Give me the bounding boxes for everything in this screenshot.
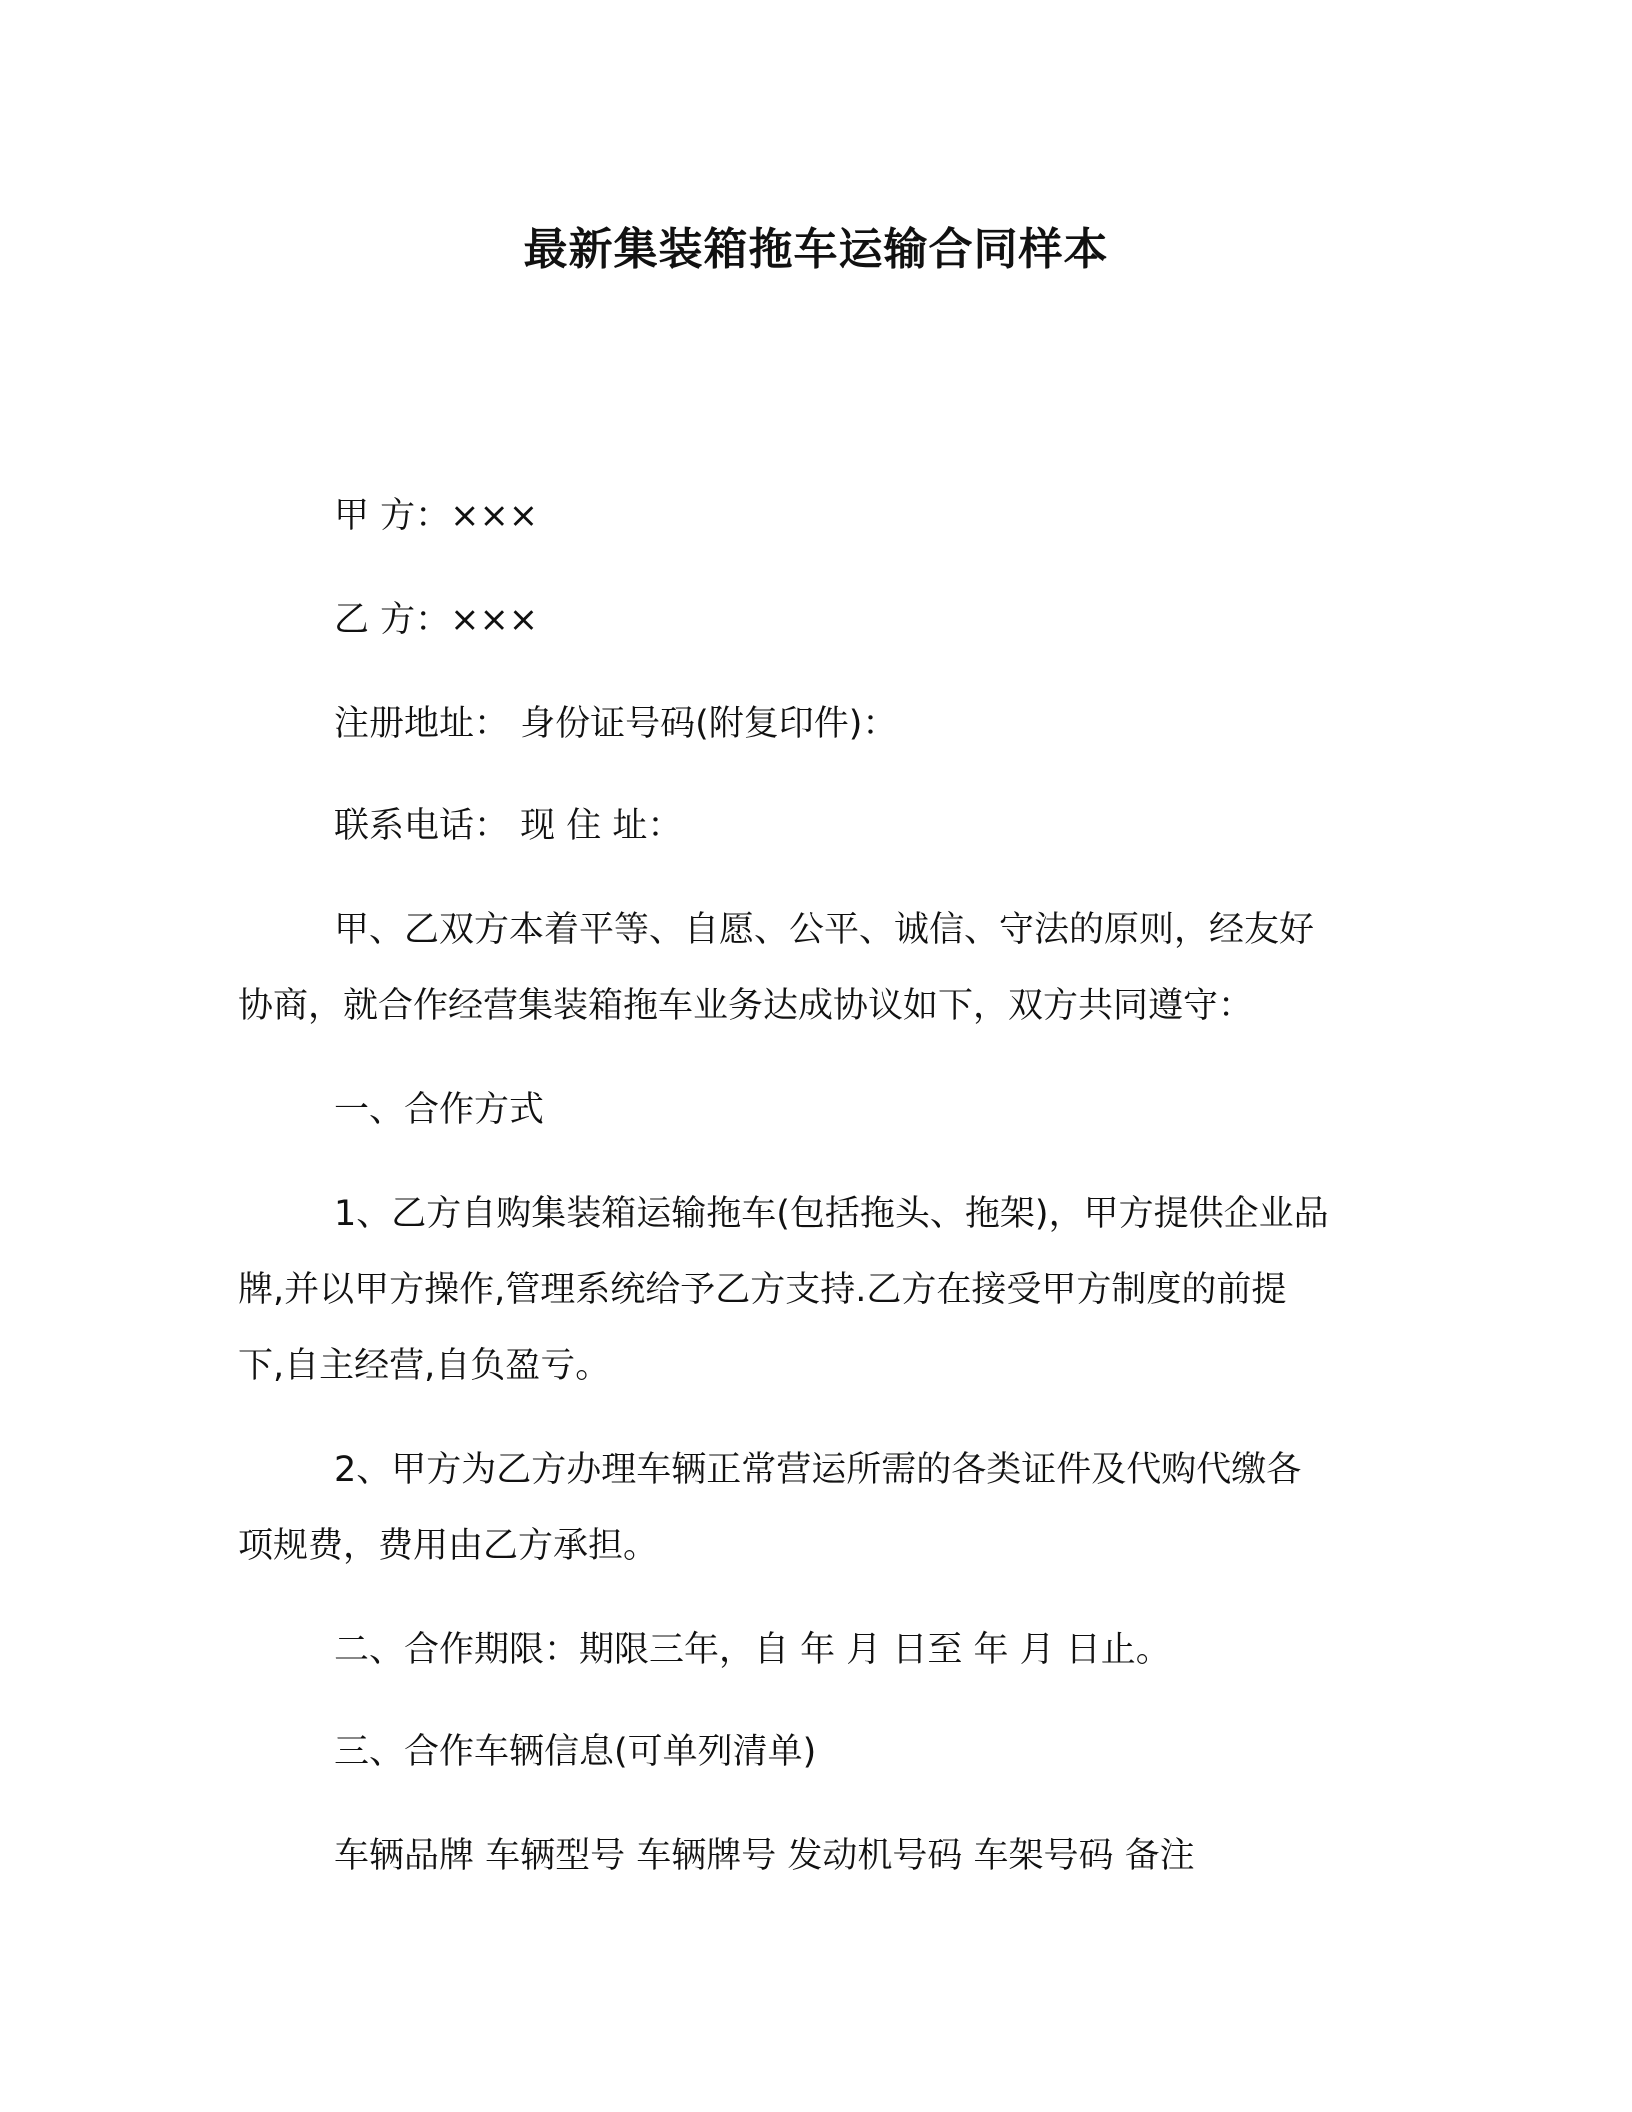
clause-2-line-2: 项规费，费用由乙方承担。 — [238, 1526, 659, 1566]
vehicle-table-header: 车辆品牌 车辆型号 车辆牌号 发动机号码 车架号码 备注 — [334, 1836, 1195, 1876]
clause-1-line-2: 牌,并以甲方操作,管理系统给予乙方支持.乙方在接受甲方制度的前提 — [238, 1270, 1287, 1310]
section-3-heading: 三、合作车辆信息(可单列清单) — [334, 1732, 817, 1772]
section-1-heading: 一、合作方式 — [334, 1090, 545, 1130]
clause-2-line-1: 2、甲方为乙方办理车辆正常营运所需的各类证件及代购代缴各 — [334, 1450, 1302, 1490]
section-2-line: 二、合作期限：期限三年，自 年 月 日至 年 月 日止。 — [334, 1630, 1171, 1670]
registered-address-line: 注册地址： 身份证号码(附复印件)： — [334, 704, 898, 744]
preamble-line-1: 甲、乙双方本着平等、自愿、公平、诚信、守法的原则，经友好 — [334, 910, 1315, 950]
document-title: 最新集装箱拖车运输合同样本 — [523, 224, 1109, 275]
party-a-line: 甲 方：××× — [334, 496, 539, 536]
party-b-line: 乙 方：××× — [334, 600, 539, 640]
contact-line: 联系电话： 现 住 址： — [334, 806, 683, 846]
clause-1-line-1: 1、乙方自购集装箱运输拖车(包括拖头、拖架)，甲方提供企业品 — [334, 1194, 1329, 1234]
preamble-line-2: 协商，就合作经营集装箱拖车业务达成协议如下，双方共同遵守： — [238, 986, 1254, 1026]
clause-1-line-3: 下,自主经营,自负盈亏。 — [238, 1346, 611, 1386]
